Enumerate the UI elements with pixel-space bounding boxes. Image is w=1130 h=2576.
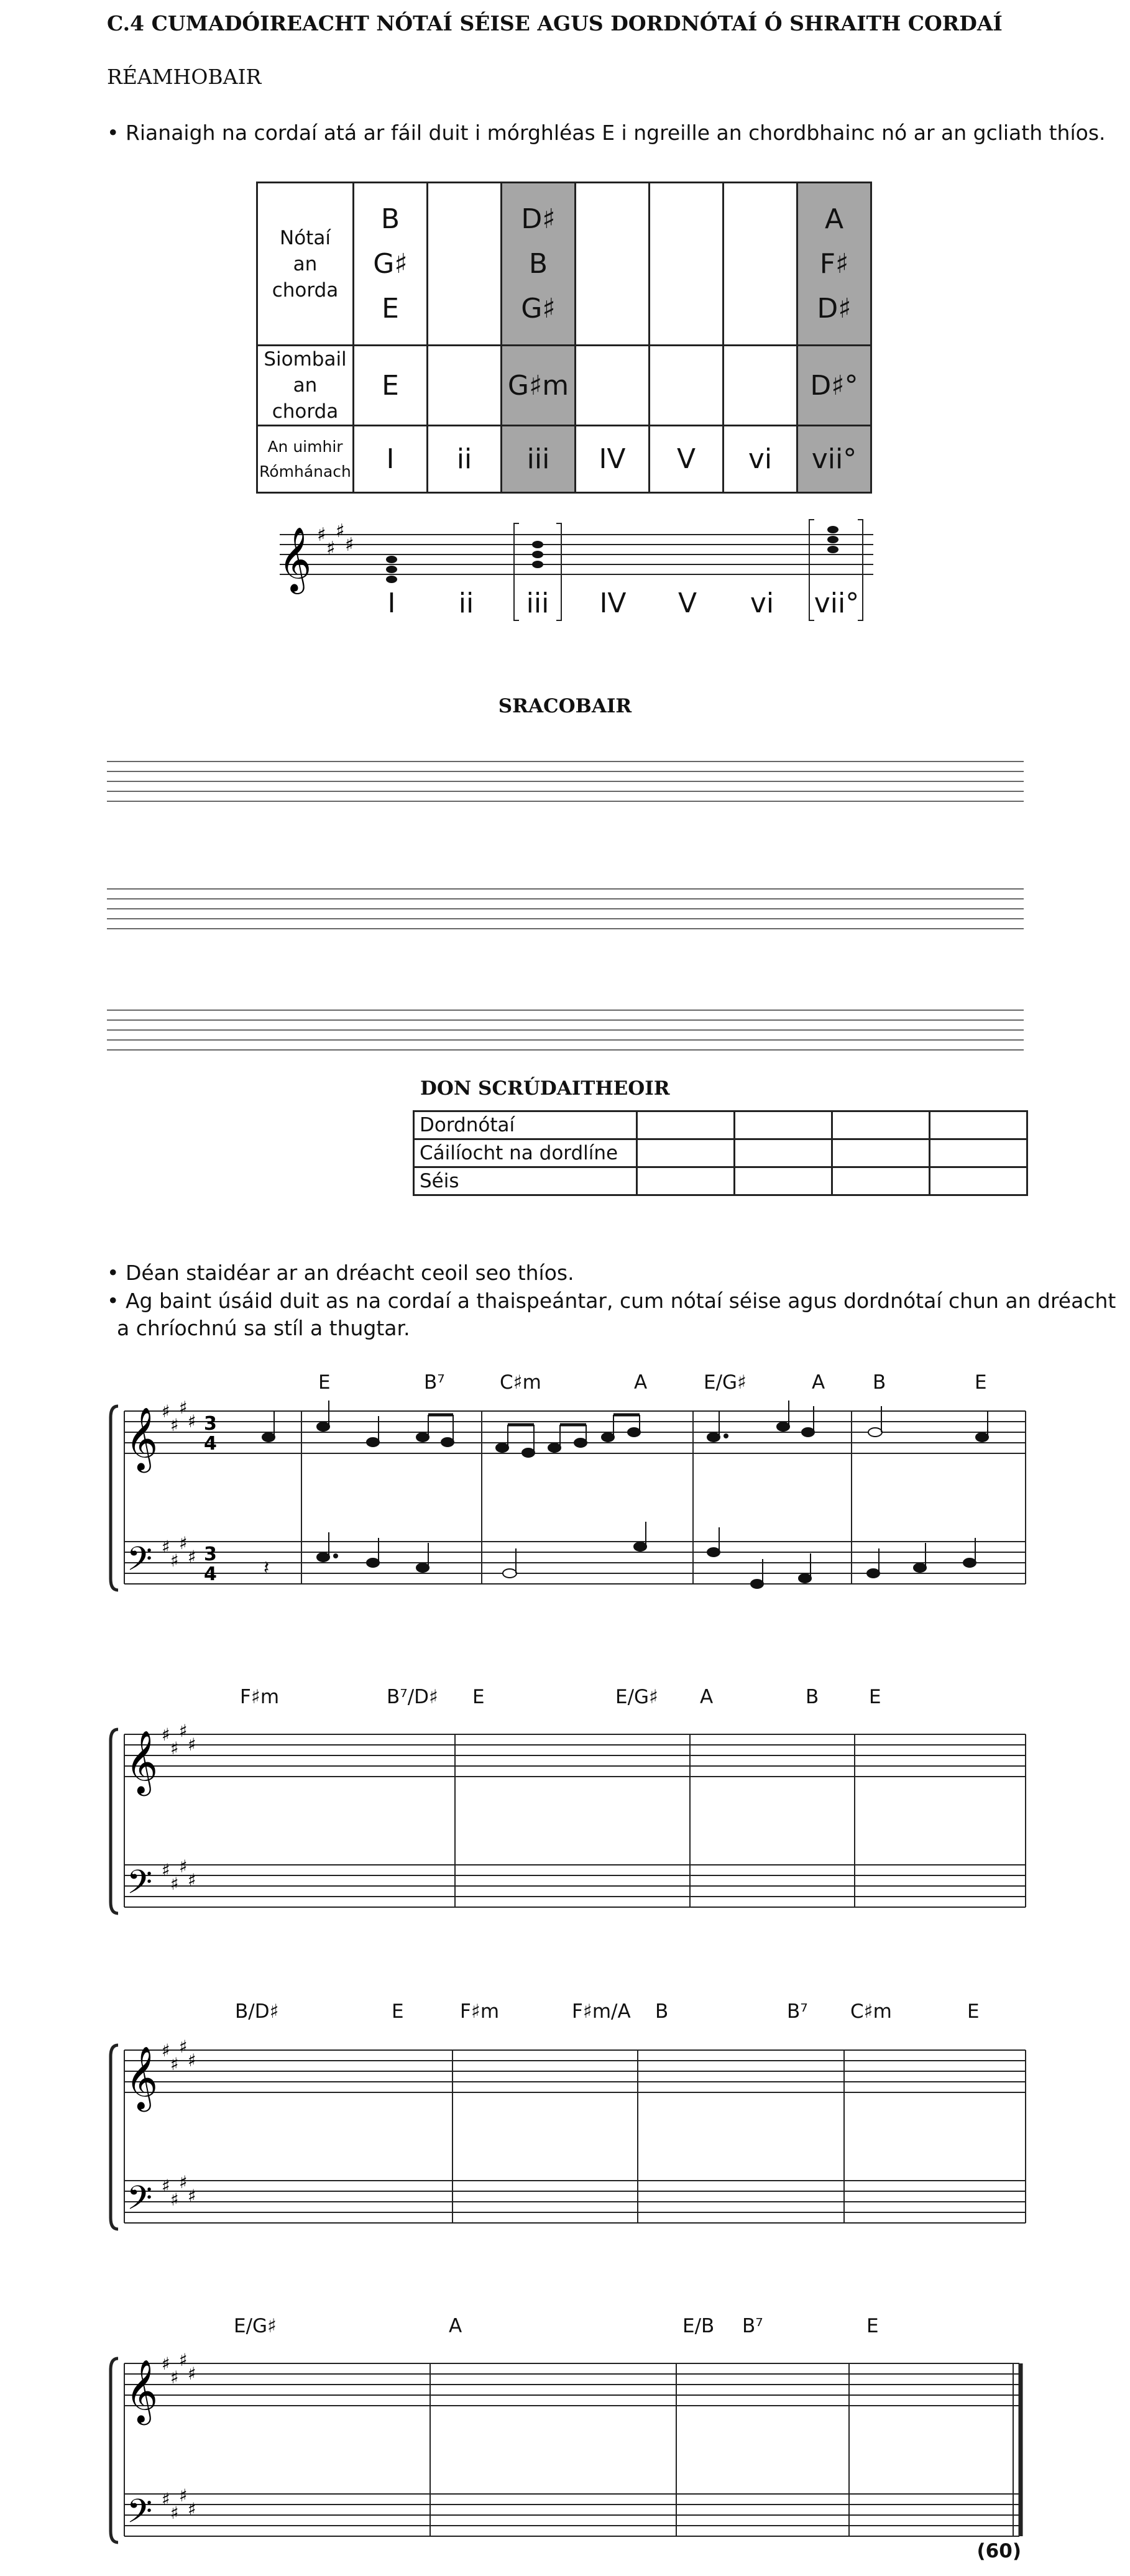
svg-text:3: 3 [204, 1413, 217, 1435]
chord-symbol: B⁷ [787, 2000, 808, 2023]
melody-notes [262, 1401, 988, 1457]
chord-symbol-cell[interactable] [576, 346, 650, 426]
chord-symbol: C♯m [500, 1371, 541, 1394]
svg-text:♯: ♯ [179, 2350, 188, 2370]
exam-cell [637, 1111, 735, 1139]
brace-icon [111, 2045, 118, 2229]
svg-text:♯: ♯ [162, 1724, 170, 1745]
chord-symbol: B [873, 1371, 886, 1394]
exam-cell [637, 1139, 735, 1167]
exam-cell [930, 1167, 1027, 1195]
svg-text:♯: ♯ [188, 1870, 196, 1890]
chord-notes-cell[interactable]: B G♯ E [354, 183, 428, 346]
svg-text:♯: ♯ [162, 2353, 170, 2374]
svg-text:♯: ♯ [162, 1860, 170, 1880]
svg-text:♯: ♯ [162, 1537, 170, 1557]
roman-numeral-cell: vi [723, 426, 797, 493]
exam-cell [735, 1111, 832, 1139]
svg-text:♯: ♯ [345, 534, 354, 556]
svg-text:4: 4 [204, 1433, 217, 1455]
roman-numeral-cell: ii [428, 426, 502, 493]
chord-symbol: E [318, 1371, 331, 1394]
chord-notes-cell[interactable] [723, 183, 797, 346]
chord-symbol: B/D♯ [235, 2000, 279, 2023]
svg-text:♯: ♯ [179, 1721, 188, 1741]
chord-symbol: E/G♯ [615, 1686, 659, 1708]
chord-symbol: B⁷ [742, 2315, 763, 2337]
svg-text:♯: ♯ [162, 2489, 170, 2509]
svg-text:♯: ♯ [188, 2363, 196, 2384]
chord-symbol: A [700, 1686, 714, 1708]
brace-icon [111, 1729, 118, 1913]
chord-symbol: E/B [682, 2315, 715, 2337]
exam-cell [832, 1139, 930, 1167]
exam-cell [735, 1139, 832, 1167]
chord-symbol: E [392, 2000, 404, 2023]
svg-text:♯: ♯ [188, 1411, 196, 1432]
roman-numeral-cell: I [354, 426, 428, 493]
staff-roman: iii [526, 587, 549, 619]
roman-numeral-cell: vii° [797, 426, 871, 493]
treble-clef-icon: 𝄞 [278, 527, 312, 592]
svg-text:♯: ♯ [179, 2036, 188, 2057]
instruction-line: • Ag baint úsáid duit as na cordaí a thaispeántar, cum nótaí séise agus dordnótaí chun an dréacht [107, 1289, 1116, 1313]
chord-symbol: B [806, 1686, 819, 1708]
staff-roman: IV [599, 587, 627, 619]
instruction-text: • Rianaigh na cordaí atá ar fáil duit i mórghléas E i ngreille an chordbhainc nó ar an gcliath thíos. [107, 121, 1106, 145]
svg-text:♯: ♯ [179, 1397, 188, 1418]
section-heading: RÉAMHOBAIR [107, 65, 262, 89]
music-system-2[interactable] [99, 1716, 1032, 1927]
chord-symbol: A [812, 1371, 825, 1394]
chord-symbol-cell[interactable]: D♯° [797, 346, 871, 426]
chord-symbol: B⁷/D♯ [387, 1686, 439, 1708]
time-signature [204, 1413, 217, 1585]
marks-total: (60) [976, 2540, 1021, 2562]
exam-row-label: Cáilíocht na dordlíne [414, 1139, 637, 1167]
bass-clef-icon: 𝄢 [127, 2493, 153, 2539]
exam-cell [930, 1111, 1027, 1139]
svg-text:♯: ♯ [188, 2186, 196, 2206]
svg-text:♯: ♯ [188, 2499, 196, 2519]
chord-symbol: C♯m [850, 2000, 892, 2023]
brace-icon [111, 1406, 118, 1590]
svg-text:♯: ♯ [326, 538, 336, 559]
exam-row-label: Séis [414, 1167, 637, 1195]
treble-clef-icon: 𝄞 [126, 2358, 158, 2422]
chord-symbol: B [655, 2000, 669, 2023]
svg-text:♯: ♯ [170, 1874, 179, 1894]
key-signature [162, 1397, 196, 1571]
staff-roman: ii [458, 587, 474, 619]
rough-work-staves[interactable] [107, 758, 1027, 1057]
svg-text:♯: ♯ [317, 524, 326, 546]
chord-symbol: E [967, 2000, 980, 2023]
staff-roman: V [678, 587, 697, 619]
chord-notes-cell[interactable] [576, 183, 650, 346]
svg-text:♯: ♯ [179, 1533, 188, 1553]
svg-text:♯: ♯ [162, 2040, 170, 2061]
chord-notes-cell[interactable] [428, 183, 502, 346]
chord-symbol: E/G♯ [704, 1371, 747, 1394]
chord-symbol-cell[interactable]: E [354, 346, 428, 426]
instruction-line: a chríochnú sa stíl a thugtar. [117, 1316, 410, 1340]
chord-symbol: E [975, 1371, 987, 1394]
chord-symbol: E [866, 2315, 879, 2337]
key-signature [162, 2036, 196, 2210]
svg-text:♯: ♯ [170, 2054, 179, 2074]
chord-notes-cell[interactable]: D♯ B G♯ [502, 183, 576, 346]
key-signature [317, 520, 354, 559]
svg-text:𝄽: 𝄽 [264, 1557, 270, 1579]
exam-cell [832, 1167, 930, 1195]
chord-staff [267, 516, 883, 628]
chord-symbol: B⁷ [424, 1371, 445, 1394]
chord-symbol: E [472, 1686, 485, 1708]
svg-text:♯: ♯ [179, 2172, 188, 2192]
staff-roman: vi [750, 587, 774, 619]
treble-clef-icon: 𝄞 [126, 1729, 158, 1793]
roman-row-label: An uimhir Rómhánach [257, 426, 354, 493]
examiner-table [413, 1110, 1028, 1196]
svg-text:♯: ♯ [170, 2503, 179, 2523]
examiner-title: DON SCRÚDAITHEOIR [420, 1077, 670, 1100]
music-system-4[interactable] [99, 2345, 1032, 2556]
bass-clef-icon: 𝄢 [127, 1540, 153, 1586]
svg-text:♯: ♯ [188, 1734, 196, 1755]
bass-clef-icon: 𝄢 [127, 2179, 153, 2225]
svg-text:♯: ♯ [170, 1415, 179, 1435]
rough-work-title: SRACOBAIR [498, 695, 632, 717]
svg-text:♯: ♯ [179, 2485, 188, 2506]
chord-symbol-cell[interactable] [428, 346, 502, 426]
bass-clef-icon: 𝄢 [127, 1864, 153, 1910]
bass-notes [264, 1522, 976, 1588]
chord-grid [256, 182, 872, 494]
question-title: C.4 CUMADÓIREACHT NÓTAÍ SÉISE AGUS DORDNÓTAÍ Ó SHRAITH CORDAÍ [107, 11, 1003, 35]
svg-text:♯: ♯ [188, 2050, 196, 2071]
exam-row-label: Dordnótaí [414, 1111, 637, 1139]
chord-symbol-cell[interactable]: G♯m [502, 346, 576, 426]
svg-text:♯: ♯ [188, 1547, 196, 1567]
treble-clef-icon: 𝄞 [126, 2045, 158, 2109]
staff-roman: vii° [814, 587, 860, 619]
music-system-3[interactable] [99, 2031, 1032, 2243]
svg-text:♯: ♯ [170, 2189, 179, 2210]
chord-notes-cell[interactable] [650, 183, 723, 346]
svg-text:♯: ♯ [170, 1738, 179, 1759]
chord-symbol: F♯m [460, 2000, 500, 2023]
roman-numeral-cell: IV [576, 426, 650, 493]
chord-symbol: E [869, 1686, 881, 1708]
roman-numeral-cell: iii [502, 426, 576, 493]
instruction-line: • Déan staidéar ar an dréacht ceoil seo thíos. [107, 1261, 574, 1285]
chord-notes-cell[interactable]: A F♯ D♯ [797, 183, 871, 346]
exam-cell [832, 1111, 930, 1139]
treble-clef-icon: 𝄞 [126, 1406, 158, 1470]
notes-row-label: Nótaí an chorda [257, 183, 354, 346]
exam-cell [930, 1139, 1027, 1167]
chord-symbol-cell[interactable] [650, 346, 723, 426]
exam-cell [637, 1167, 735, 1195]
svg-text:♯: ♯ [162, 2176, 170, 2196]
chord-symbol: E/G♯ [234, 2315, 277, 2337]
chord-symbol: F♯m/A [572, 2000, 631, 2023]
music-system-1 [99, 1392, 1032, 1604]
staff-roman: I [387, 587, 396, 619]
roman-numeral-cell: V [650, 426, 723, 493]
svg-text:♯: ♯ [170, 2367, 179, 2388]
svg-text:4: 4 [204, 1563, 217, 1585]
chord-symbol-cell[interactable] [723, 346, 797, 426]
svg-text:♯: ♯ [170, 1550, 179, 1571]
svg-text:♯: ♯ [162, 1401, 170, 1422]
svg-text:♯: ♯ [336, 520, 345, 542]
chord-symbol: A [634, 1371, 648, 1394]
chord-symbol: F♯m [240, 1686, 280, 1708]
key-signature [162, 1721, 196, 1894]
exam-cell [735, 1167, 832, 1195]
svg-text:♯: ♯ [179, 1856, 188, 1877]
chord-symbol: A [449, 2315, 462, 2337]
key-signature [162, 2350, 196, 2523]
symbol-row-label: Siombail an chorda [257, 346, 354, 426]
brace-icon [111, 2358, 118, 2542]
svg-text:3: 3 [204, 1543, 217, 1565]
